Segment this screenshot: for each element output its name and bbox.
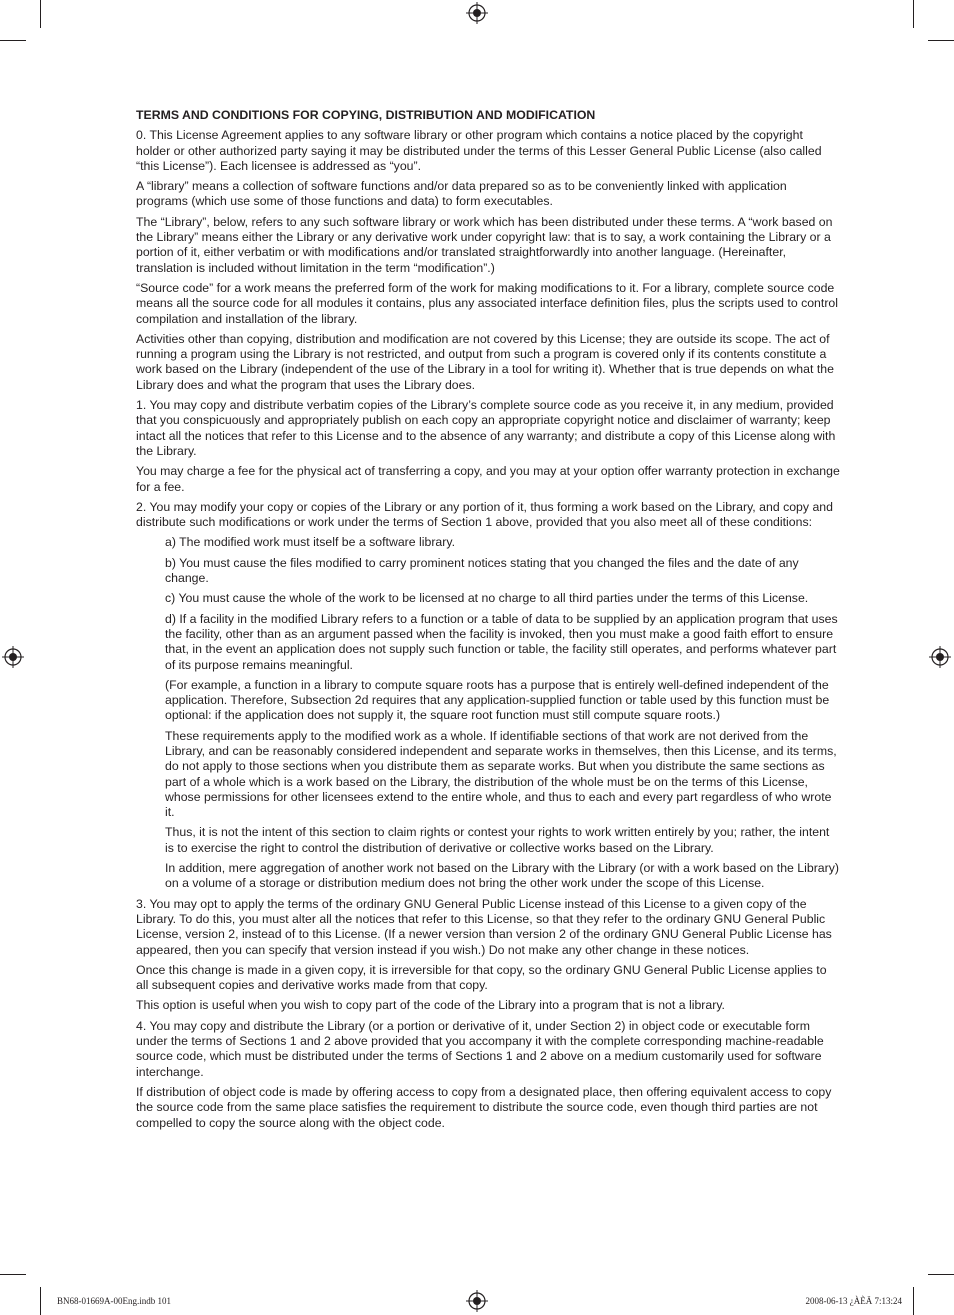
paragraph: The “Library”, below, refers to any such software library or work which has been distributed under these terms. A “work based on the Library” means either the Library or any derivative work under copyright law: that is to say, a work containing the Library or a portion of it, either verbatim or with modifications and/or translated straightforwardly into another language. (Hereinafter, translation is included without limitation in the term “modification”.) [136,214,833,275]
paragraph: You may charge a fee for the physical act of transferring a copy, and you may at your option offer warranty protection in exchange for a fee. [136,464,840,494]
crop-mark [0,40,26,41]
registration-mark-icon [466,1290,488,1312]
paragraph: If distribution of object code is made by offering access to copy from a designated place, then offering equivalent access to copy the source code from the same place satisfies the requirement to distribute the source code, even though third parties are not compelled to copy the source along with the object code. [136,1084,832,1130]
crop-mark [928,1274,954,1275]
paragraph: 0. This License Agreement applies to any software library or other program which contains a notice placed by the copyright holder or other authorized party saying it may be distributed under the terms of this Lesser General Public License (also called “this License”). Each licensee is addressed as “you”. [136,128,822,173]
license-text [136,108,840,1136]
footer-file-info: BN68-01669A-00Eng.indb 101 [57,1296,171,1306]
paragraph: (For example, a function in a library to compute square roots has a purpose that is entirely well-defined independent of the application. Therefore, Subsection 2d requires that any application-supplied function or table used by this function must be optional: if the application does not supply it, the square root function must still compute square roots.) [165,677,830,723]
paragraph: This option is useful when you wish to copy part of the code of the Library into a program that is not a library. [136,998,725,1013]
paragraph-list [136,128,840,1131]
paragraph: These requirements apply to the modified work as a whole. If identifiable sections of that work are not derived from the Library, and can be reasonably considered independent and separate works in themselves, then this License, and its terms, do not apply to those sections when you distribute them as separate works. But when you distribute the same sections as part of a whole which is a work based on the Library, the distribution of the whole must be on the terms of this License, whose permissions for other licensees extend to the entire whole, and thus to each and every part regardless of who wrote it. [165,728,837,820]
paragraph: 1. You may copy and distribute verbatim copies of the Library’s complete source code as you receive it, in any medium, provided that you conspicuously and appropriately publish on each copy an appropriate copyright notice and disclaimer of warranty; keep intact all the notices that refer to this License and to the absence of any warranty; and distribute a copy of this License along with the Library. [136,398,836,458]
crop-mark [40,1287,41,1315]
registration-mark-icon [466,2,488,24]
paragraph: c) You must cause the whole of the work to be licensed at no charge to all third parties under the terms of this License. [165,591,809,606]
paragraph: Activities other than copying, distribution and modification are not covered by this License; they are outside its scope. The act of running a program using the Library is not restricted, and output from such a program is covered only if its contents constitute a work based on the Library (independent of the use of the Library in a tool for writing it). Whether that is true depends on what the Library does and what the program that uses the Library does. [136,331,834,392]
paragraph: A “library” means a collection of software functions and/or data prepared so as to be conveniently linked with application programs (which use some of those functions and data) to form executables. [136,179,787,209]
registration-mark-icon [2,646,24,668]
paragraph: “Source code” for a work means the preferred form of the work for making modifications to it. For a library, complete source code means all the source code for all modules it contains, plus any associated interface definition files, plus the scripts used to control compilation and installation of the library. [136,280,838,326]
section-heading: TERMS AND CONDITIONS FOR COPYING, DISTRIBUTION AND MODIFICATION [136,108,596,122]
paragraph: a) The modified work must itself be a software library. [165,535,455,550]
crop-mark [0,1274,26,1275]
crop-mark [913,1287,914,1315]
paragraph: 4. You may copy and distribute the Library (or a portion or derivative of it, under Section 2) in object code or executable form under the terms of Sections 1 and 2 above provided that you accompany it with the complete corresponding machine-readable source code, which must be distributed under the terms of Sections 1 and 2 above on a medium customarily used for software interchange. [136,1018,824,1079]
paragraph: Thus, it is not the intent of this section to claim rights or contest your rights to work written entirely by you; rather, the intent is to exercise the right to control the distribution of derivative or collective works based on the Library. [165,825,830,855]
crop-mark [928,40,954,41]
paragraph: 2. You may modify your copy or copies of the Library or any portion of it, thus forming a work based on the Library, and copy and distribute such modifications or work under the terms of Section 1 above, provided that you also meet all of these conditions: [136,499,833,530]
footer-timestamp: 2008-06-13 ¿ÀÈÄ 7:13:24 [805,1296,902,1306]
crop-mark [913,0,914,28]
paragraph: In addition, mere aggregation of another work not based on the Library with the Library (or with a work based on the Library) on a volume of a storage or distribution medium does not bring the other work under the scope of this License. [165,861,839,891]
paragraph: b) You must cause the files modified to carry prominent notices stating that you changed the files and the date of any change. [165,555,799,586]
paragraph: 3. You may opt to apply the terms of the ordinary GNU General Public License instead of this License to a given copy of the Library. To do this, you must alter all the notices that refer to this License, so that they refer to the ordinary GNU General Public License, version 2, instead of to this License. (If a newer version than version 2 of the ordinary GNU General Public License has appeared, then you can specify that version instead if you wish.) Do not make any other change in these notices. [136,896,832,957]
crop-mark [40,0,41,28]
paragraph: Once this change is made in a given copy, it is irreversible for that copy, so the ordinary GNU General Public License applies to all subsequent copies and derivative works made from that copy. [136,962,827,993]
registration-mark-icon [929,646,951,668]
paragraph: d) If a facility in the modified Library refers to a function or a table of data to be supplied by an application program that uses the facility, other than as an argument passed when the facility is invoked, then you must make a good faith effort to ensure that, in the event an application does not supply such function or table, the facility still operates, and performs whatever part of its purpose remains meaningful. [165,611,838,672]
